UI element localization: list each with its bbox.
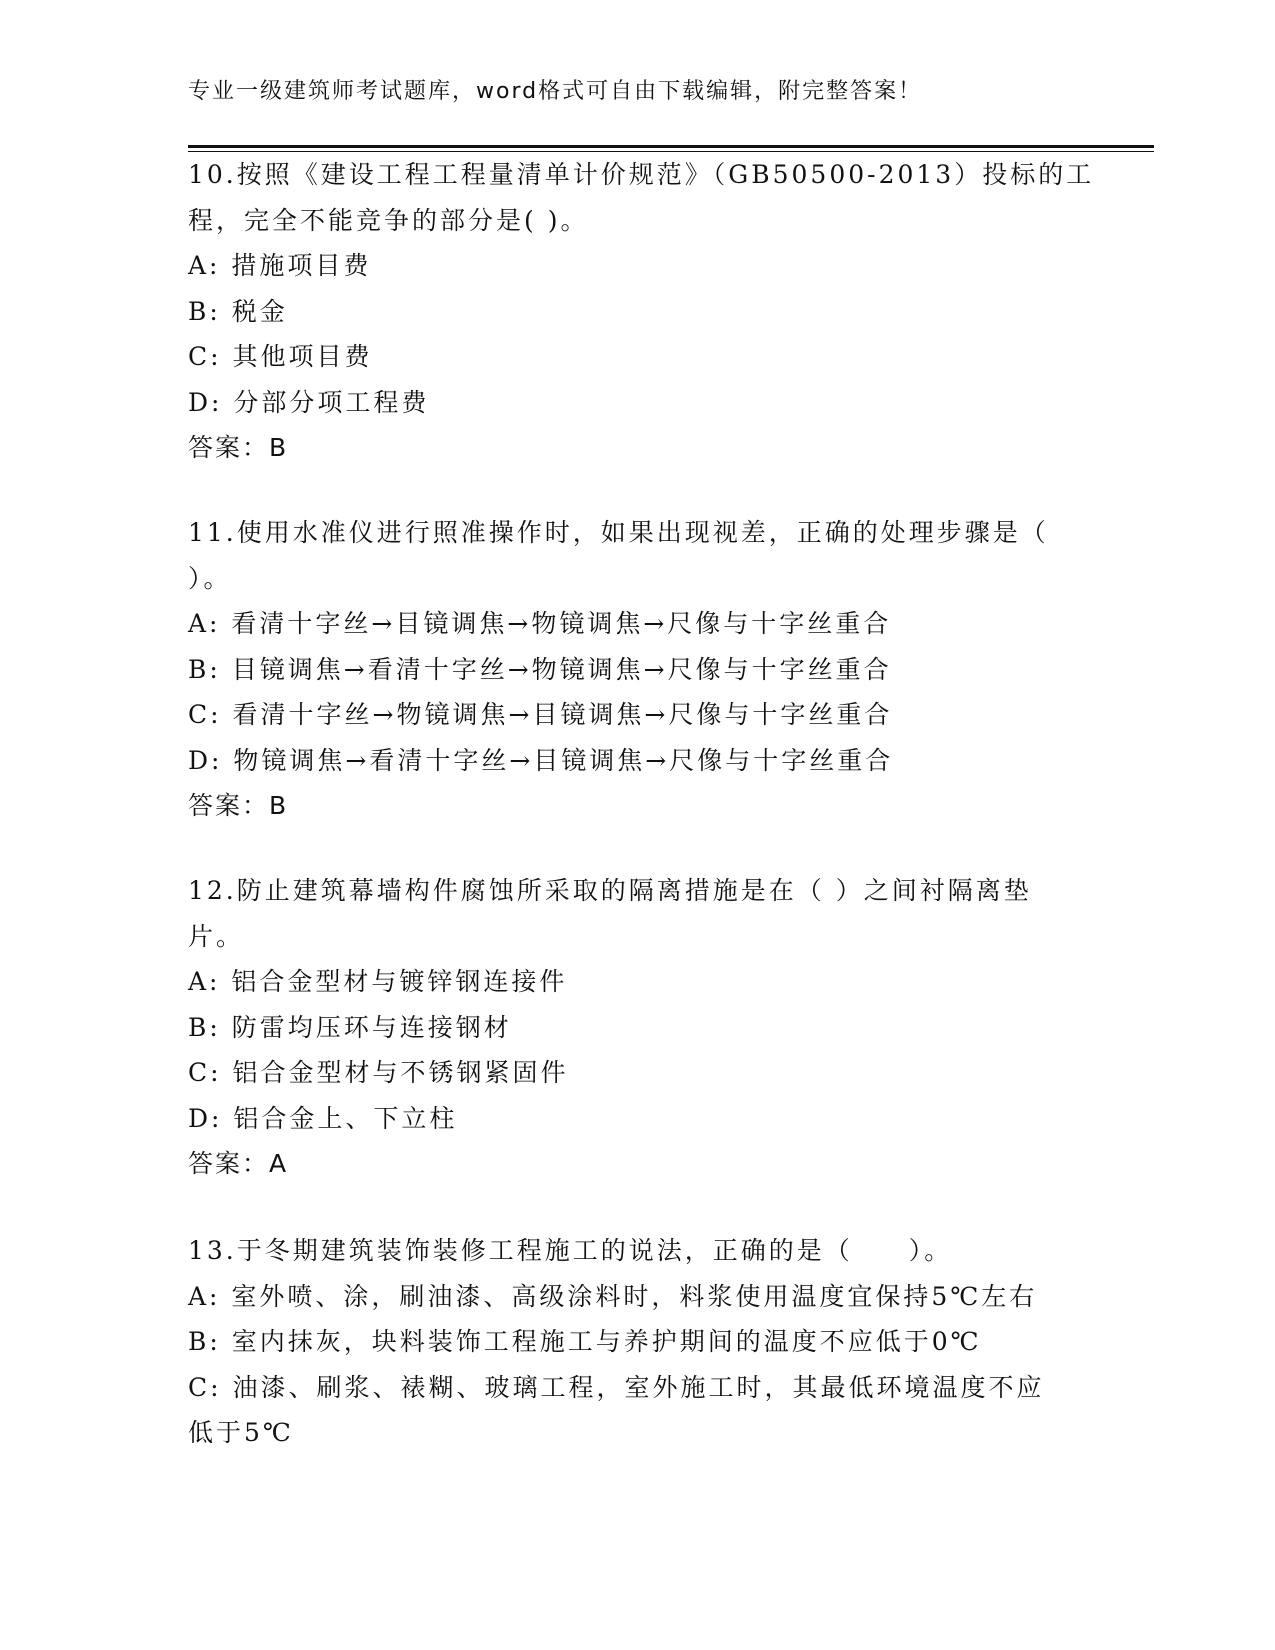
option-b: B: 目镜调焦→看清十字丝→物镜调焦→尺像与十字丝重合 <box>188 654 892 684</box>
option-c-continued: 低于5℃ <box>188 1418 294 1447</box>
question-13 <box>188 1228 1088 1456</box>
option-d: D: 分部分项工程费 <box>188 387 430 417</box>
option-d: D: 铝合金上、下立柱 <box>188 1103 458 1133</box>
question-10 <box>188 152 1095 471</box>
question-11 <box>188 510 1088 829</box>
option-b: B: 防雷均压环与连接钢材 <box>188 1012 512 1042</box>
question-stem-line: 程，完全不能竞争的部分是( )。 <box>188 205 589 235</box>
answer-value: A <box>269 1149 289 1178</box>
answer-value: B <box>269 791 289 820</box>
option-a: A: 措施项目费 <box>188 251 372 280</box>
option-c: C: 其他项目费 <box>188 342 373 371</box>
answer-value: B <box>269 433 289 462</box>
question-12 <box>188 868 1088 1187</box>
option-b: B: 室内抹灰，块料装饰工程施工与养护期间的温度不应低于0℃ <box>188 1327 982 1356</box>
question-stem-line: 13.于冬期建筑装饰装修工程施工的说法，正确的是（ ）。 <box>188 1236 953 1265</box>
question-stem-line: 10.按照《建设工程工程量清单计价规范》（GB50500-2013）投标的工 <box>188 160 1095 189</box>
answer-label: 答案： <box>188 1149 270 1178</box>
option-a: A: 铝合金型材与镀锌钢连接件 <box>188 967 568 996</box>
option-c: C: 看清十字丝→物镜调焦→目镜调焦→尺像与十字丝重合 <box>188 700 893 729</box>
option-a: A: 室外喷、涂，刷油漆、高级涂料时，料浆使用温度宜保持5℃左右 <box>188 1281 1038 1311</box>
option-c: C: 铝合金型材与不锈钢紧固件 <box>188 1058 569 1087</box>
answer-line <box>188 425 1088 471</box>
question-stem-line: 11.使用水准仪进行照准操作时，如果出现视差，正确的处理步骤是（ <box>188 518 1049 547</box>
page-header: 专业一级建筑师考试题库，word格式可自由下载编辑，附完整答案！ <box>188 79 923 104</box>
option-b: B: 税金 <box>188 296 288 326</box>
answer-line <box>188 1141 1088 1187</box>
option-d: D: 物镜调焦→看清十字丝→目镜调焦→尺像与十字丝重合 <box>188 745 894 775</box>
answer-label: 答案： <box>188 791 270 820</box>
question-stem-line: 片。 <box>188 921 245 951</box>
header-rule-thick <box>188 145 1154 148</box>
answer-label: 答案： <box>188 433 270 462</box>
question-stem-line: 12.防止建筑幕墙构件腐蚀所采取的隔离措施是在（ ）之间衬隔离垫 <box>188 876 1032 905</box>
option-c: C: 油漆、刷浆、裱糊、玻璃工程，室外施工时，其最低环境温度不应 <box>188 1372 1045 1402</box>
answer-line <box>188 783 1088 829</box>
option-a: A: 看清十字丝→目镜调焦→物镜调焦→尺像与十字丝重合 <box>188 609 892 638</box>
question-stem-line: ）。 <box>188 563 232 593</box>
